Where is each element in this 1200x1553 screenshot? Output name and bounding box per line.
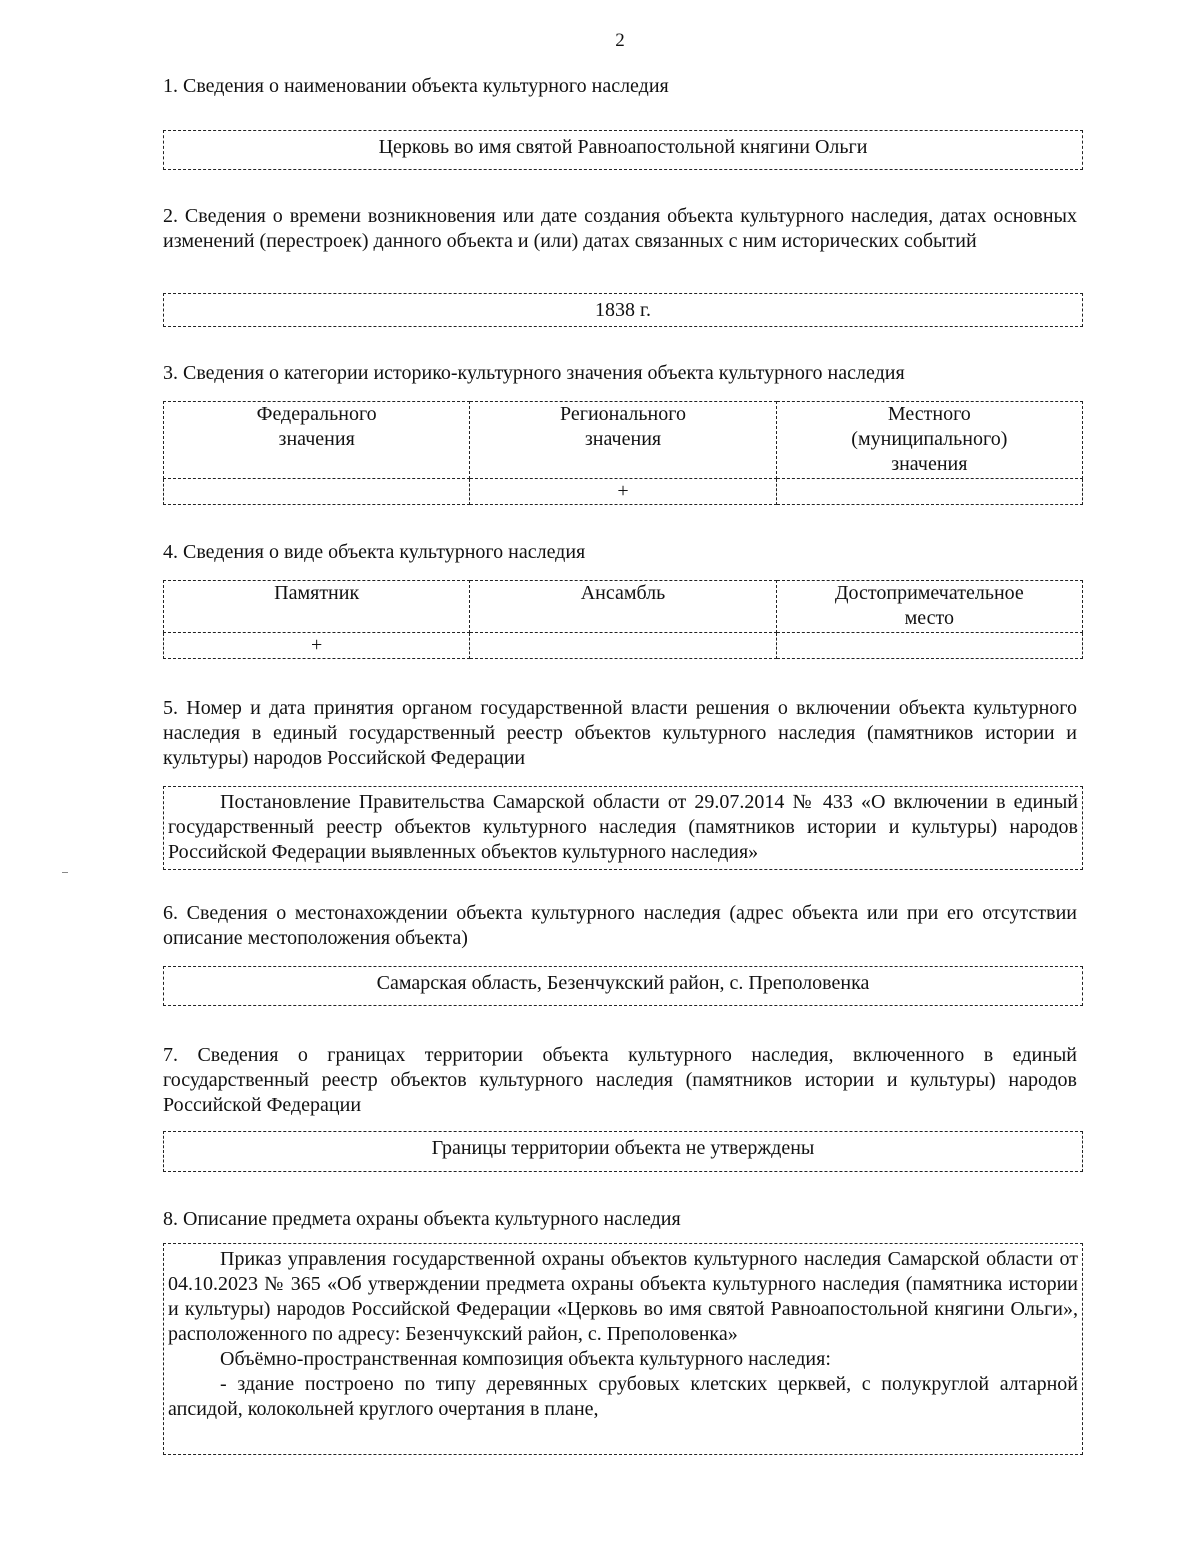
table-header-cell: Ансамбль: [470, 581, 776, 633]
section-5-heading: 5. Номер и дата принятия органом государственной власти решения о включении объекта культурного наследия в единый государственный реестр объектов культурного наследия (памятников истории и культуры) народов Российской Федерации: [163, 697, 1077, 769]
registry-decision-text: Постановление Правительства Самарской области от 29.07.2014 № 433 «О включении в единый государственный реестр объектов культурного наследия (памятников истории и культуры) народов Российской Федерации выявленных объектов культурного наследия»: [168, 791, 1078, 863]
object-type-table: [163, 580, 1083, 659]
significance-category-table: [163, 401, 1083, 505]
section-7-value-box: [163, 1131, 1083, 1172]
composition-item: - здание построено по типу деревянных срубовых клетских церквей, с полукруглой алтарной апсидой, колокольней круглого очертания в плане,: [168, 1373, 1078, 1420]
territory-boundaries: Границы территории объекта не утверждены: [431, 1137, 815, 1159]
category-mark-local: [776, 479, 1082, 505]
section-1-value-box: [163, 130, 1083, 170]
table-header-cell: Регионального значения: [470, 402, 776, 479]
section-5-value-box: [163, 786, 1083, 870]
section-6-heading: 6. Сведения о местонахождении объекта культурного наследия (адрес объекта или при его отсутствии описание местоположения объекта): [163, 902, 1077, 949]
creation-date: 1838 г.: [595, 299, 651, 321]
category-mark-regional: +: [470, 479, 776, 505]
type-mark-ensemble: [470, 633, 776, 659]
type-mark-landmark: [776, 633, 1082, 659]
scan-artifact: [62, 872, 68, 873]
composition-heading: Объёмно-пространственная композиция объекта культурного наследия:: [220, 1348, 831, 1370]
type-mark-monument: +: [164, 633, 470, 659]
table-header-cell: Памятник: [164, 581, 470, 633]
table-header-cell: Местного (муниципального) значения: [776, 402, 1082, 479]
object-address: Самарская область, Безенчукский район, с. Преполовенка: [376, 972, 870, 994]
section-2-value-box: [163, 293, 1083, 327]
section-8-value-box: [163, 1243, 1083, 1455]
section-4-heading: 4. Сведения о виде объекта культурного наследия: [163, 541, 586, 563]
section-2-heading: 2. Сведения о времени возникновения или дате создания объекта культурного наследия, датах основных изменений (перестроек) данного объекта и (или) датах связанных с ним исторических событий: [163, 205, 1077, 252]
table-header-cell: Достопримечательное место: [776, 581, 1082, 633]
section-8-heading: 8. Описание предмета охраны объекта культурного наследия: [163, 1208, 681, 1230]
section-1-heading: 1. Сведения о наименовании объекта культурного наследия: [163, 75, 669, 97]
section-7-heading: 7. Сведения о границах территории объекта культурного наследия, включенного в единый государственный реестр объектов культурного наследия (памятников истории и культуры) народов Российской Федерации: [163, 1044, 1077, 1116]
protection-order-text: Приказ управления государственной охраны объектов культурного наследия Самарской области от 04.10.2023 № 365 «Об утверждении предмета охраны объекта культурного наследия (памятника истории и культуры) народов Российской Федерации «Церковь во имя святой Равноапостольной княгини Ольги», расположенного по адресу: Безенчукский район, с. Преполовенка»: [168, 1248, 1078, 1345]
page-number: 2: [615, 30, 625, 51]
object-name: Церковь во имя святой Равноапостольной княгини Ольги: [378, 136, 868, 158]
section-3-heading: 3. Сведения о категории историко-культурного значения объекта культурного наследия: [163, 362, 905, 384]
category-mark-federal: [164, 479, 470, 505]
section-6-value-box: [163, 966, 1083, 1006]
table-header-cell: Федерального значения: [164, 402, 470, 479]
